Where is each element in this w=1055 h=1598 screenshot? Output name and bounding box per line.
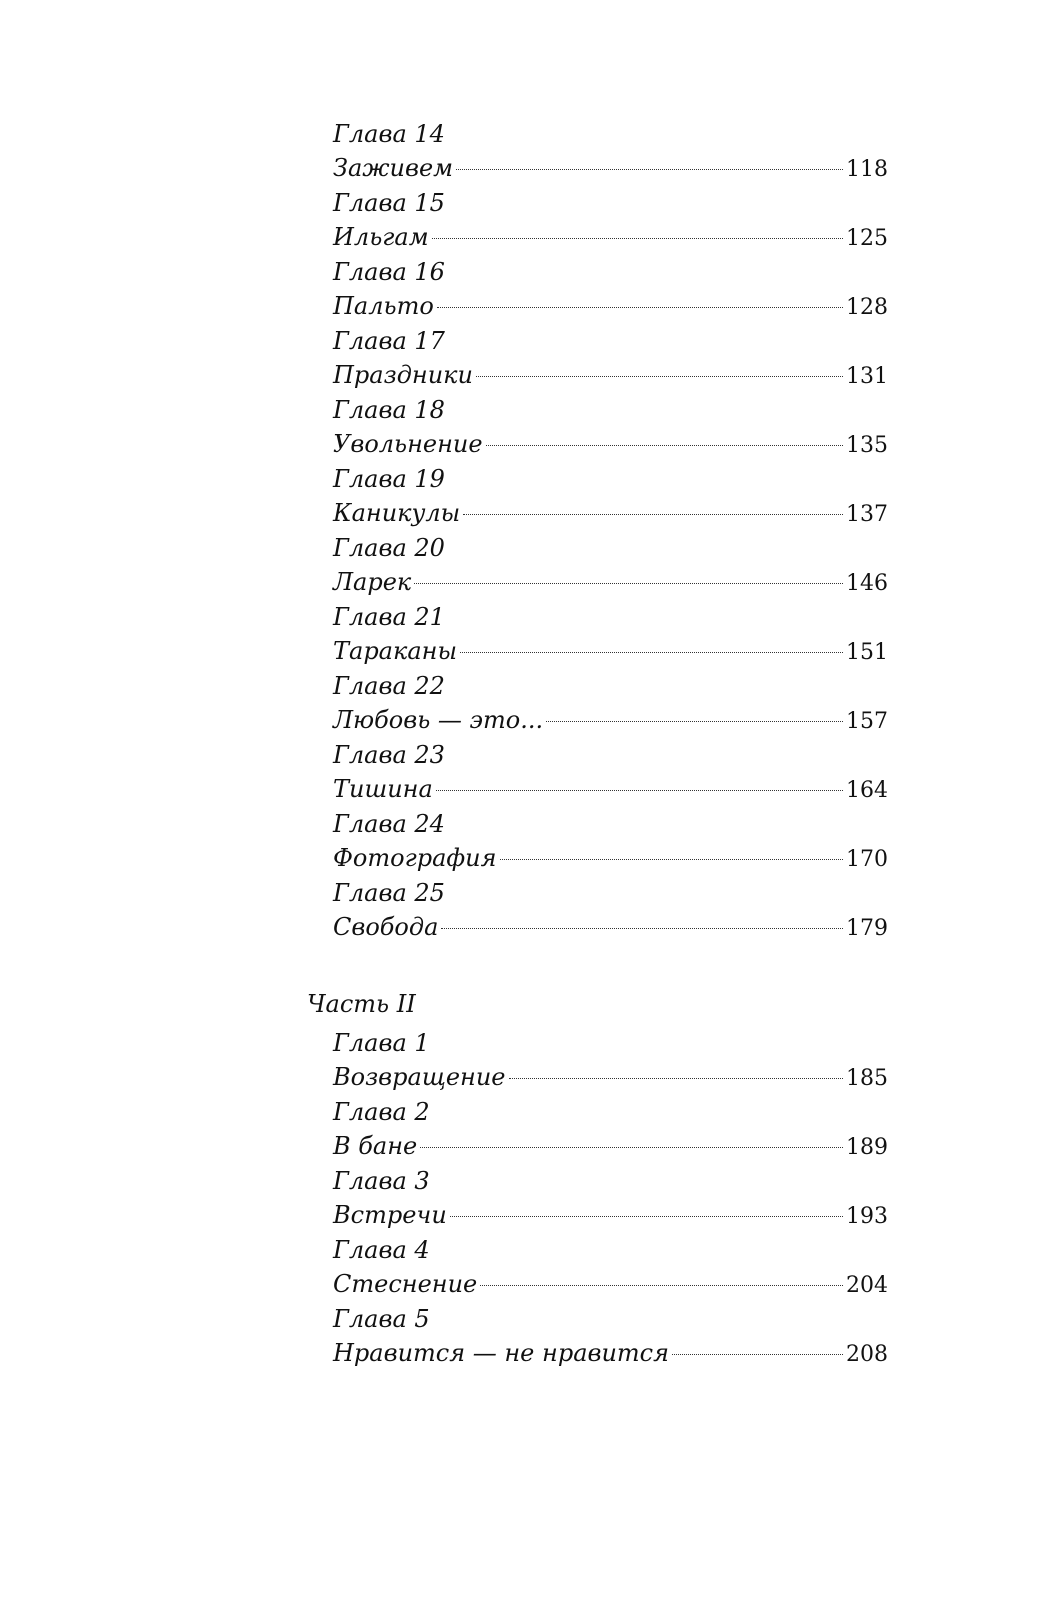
dot-leader (460, 652, 843, 653)
toc-entry[interactable] (333, 909, 888, 945)
dot-leader (463, 514, 843, 515)
chapter-number: Глава 24 (333, 810, 445, 838)
toc-chapter-part2-5[interactable] (333, 1303, 888, 1371)
chapter-title: Фотография (333, 844, 497, 872)
page-number: 135 (846, 433, 888, 458)
toc-chapter-part2-2[interactable] (333, 1096, 888, 1164)
chapter-title: Встречи (333, 1201, 447, 1229)
chapter-number: Глава 23 (333, 741, 445, 769)
page-number: 157 (846, 709, 888, 734)
chapter-number: Глава 21 (333, 603, 445, 631)
toc-entry[interactable] (333, 150, 888, 186)
toc-entry[interactable] (333, 702, 888, 738)
page-number: 128 (846, 295, 888, 320)
toc-entry[interactable] (333, 1059, 888, 1095)
chapter-number: Глава 14 (333, 120, 445, 148)
chapter-title: Заживем (333, 154, 454, 182)
chapter-number: Глава 16 (333, 258, 445, 286)
chapter-title: Ильгам (333, 223, 429, 251)
chapter-title: Тишина (333, 775, 433, 803)
toc-chapter-23[interactable] (333, 739, 888, 807)
dot-leader (456, 169, 843, 170)
toc-chapter-part2-1[interactable] (333, 1027, 888, 1095)
chapter-title: Ларек (333, 568, 412, 596)
chapter-number: Глава 20 (333, 534, 445, 562)
page-number: 170 (846, 847, 888, 872)
dot-leader (436, 790, 843, 791)
page-number: 146 (846, 571, 888, 596)
page-number: 179 (846, 916, 888, 941)
chapter-title: Нравится — не нравится (333, 1339, 670, 1367)
chapter-number: Глава 18 (333, 396, 445, 424)
dot-leader (432, 238, 843, 239)
toc-chapter-20[interactable] (333, 532, 888, 600)
toc-chapter-part2-4[interactable] (333, 1234, 888, 1302)
toc-entry[interactable] (333, 1266, 888, 1302)
chapter-title: Каникулы (333, 499, 461, 527)
page-number: 204 (846, 1273, 888, 1298)
page-number: 208 (846, 1342, 888, 1367)
chapter-number: Глава 5 (333, 1305, 430, 1333)
chapter-number: Глава 25 (333, 879, 445, 907)
chapter-number: Глава 19 (333, 465, 445, 493)
dot-leader (672, 1354, 843, 1355)
dot-leader (450, 1216, 843, 1217)
toc-chapter-16[interactable] (333, 256, 888, 324)
page-number: 151 (846, 640, 888, 665)
toc-chapter-17[interactable] (333, 325, 888, 393)
toc-entry[interactable] (333, 1197, 888, 1233)
toc-chapter-part2-3[interactable] (333, 1165, 888, 1233)
dot-leader (546, 721, 843, 722)
toc-entry[interactable] (333, 633, 888, 669)
toc-chapter-21[interactable] (333, 601, 888, 669)
chapter-number: Глава 15 (333, 189, 445, 217)
toc-chapter-14[interactable] (333, 118, 888, 186)
dot-leader (437, 307, 843, 308)
chapter-title: Стеснение (333, 1270, 478, 1298)
dot-leader (509, 1078, 843, 1079)
toc-entry[interactable] (333, 357, 888, 393)
toc-entry[interactable] (333, 495, 888, 531)
chapter-title: Праздники (333, 361, 473, 389)
page-number: 118 (846, 157, 888, 182)
page-number: 125 (846, 226, 888, 251)
toc-entry[interactable] (333, 1128, 888, 1164)
toc-chapter-22[interactable] (333, 670, 888, 738)
chapter-number: Глава 22 (333, 672, 445, 700)
page-number: 189 (846, 1135, 888, 1160)
toc-chapter-15[interactable] (333, 187, 888, 255)
chapter-number: Глава 17 (333, 327, 445, 355)
dot-leader (500, 859, 843, 860)
toc-entry[interactable] (333, 771, 888, 807)
dot-leader (441, 928, 843, 929)
toc-entry[interactable] (333, 564, 888, 600)
chapter-title: Увольнение (333, 430, 483, 458)
chapter-title: Пальто (333, 292, 434, 320)
dot-leader (486, 445, 843, 446)
dot-leader (414, 583, 843, 584)
chapter-title: В бане (333, 1132, 418, 1160)
toc-entry[interactable] (333, 426, 888, 462)
chapter-title: Свобода (333, 913, 439, 941)
page-number: 131 (846, 364, 888, 389)
dot-leader (480, 1285, 843, 1286)
chapter-title: Возвращение (333, 1063, 506, 1091)
chapter-number: Глава 2 (333, 1098, 430, 1126)
toc-entry[interactable] (333, 219, 888, 255)
toc-entry[interactable] (333, 288, 888, 324)
part-heading: Часть II (307, 990, 416, 1018)
chapter-title: Любовь — это... (333, 706, 544, 734)
page-number: 137 (846, 502, 888, 527)
toc-chapter-18[interactable] (333, 394, 888, 462)
toc-chapter-25[interactable] (333, 877, 888, 945)
dot-leader (476, 376, 843, 377)
dot-leader (420, 1147, 843, 1148)
toc-entry[interactable] (333, 840, 888, 876)
chapter-number: Глава 3 (333, 1167, 430, 1195)
toc-chapter-24[interactable] (333, 808, 888, 876)
page-number: 164 (846, 778, 888, 803)
chapter-number: Глава 4 (333, 1236, 430, 1264)
toc-chapter-19[interactable] (333, 463, 888, 531)
toc-entry[interactable] (333, 1335, 888, 1371)
page-number: 193 (846, 1204, 888, 1229)
page-number: 185 (846, 1066, 888, 1091)
chapter-title: Тараканы (333, 637, 457, 665)
chapter-number: Глава 1 (333, 1029, 430, 1057)
